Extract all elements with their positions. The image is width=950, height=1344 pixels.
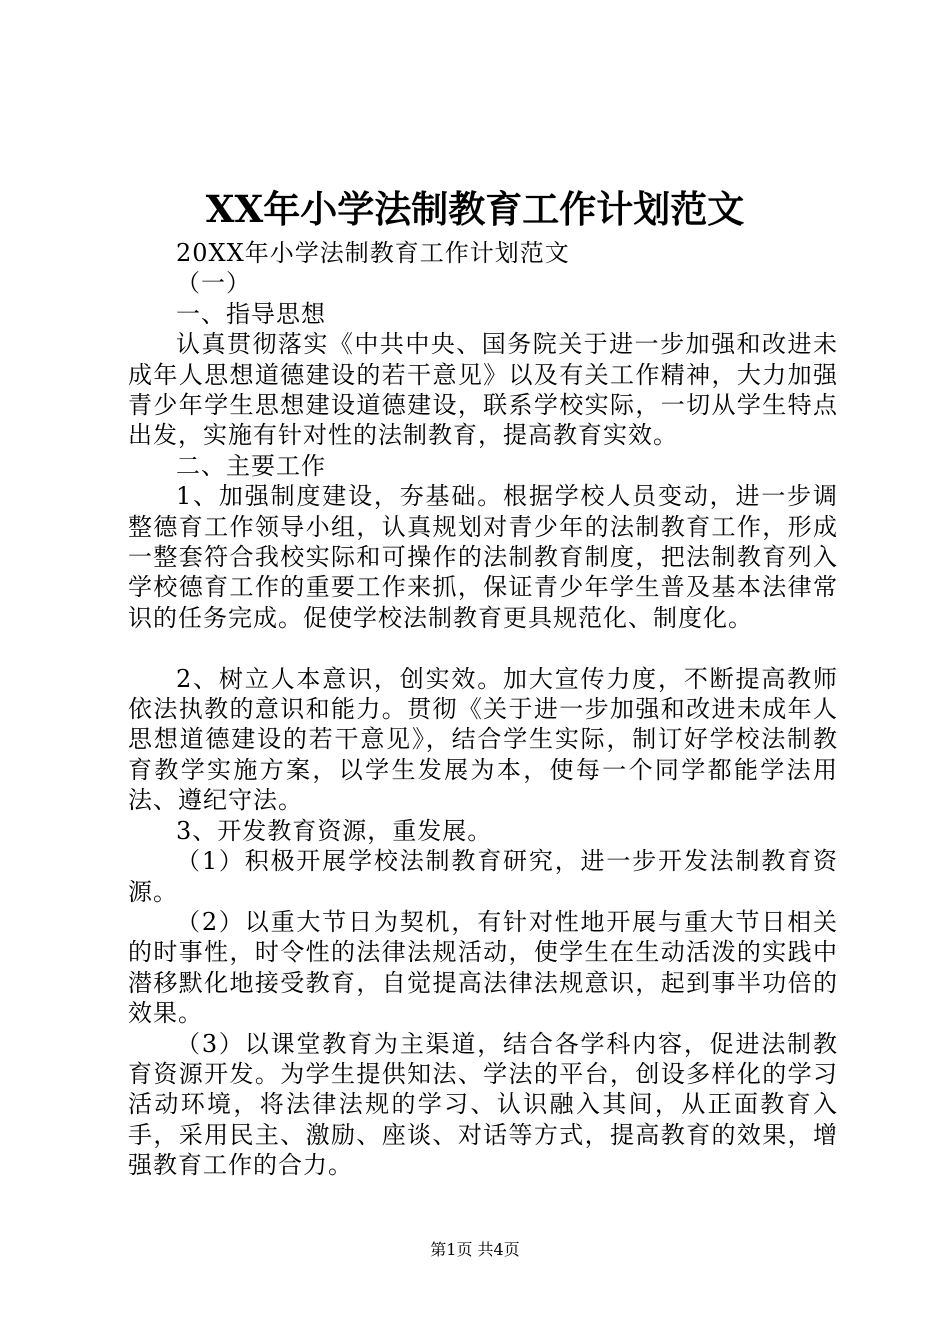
paragraph-item-2: 2、树立人本意识，创实效。加大宣传力度，不断提高教师依法执教的意识和能力。贯彻《关于进一步加强和改进未成年人思想道德建设的若干意见》，结合学生实际，制订好学校法制教育教学实施方案，以学生发展为本，使每一个同学都能学法用法、遵纪守法。 [128,664,838,815]
paragraph-subitem-1: （1）积极开展学校法制教育研究，进一步开发法制教育资源。 [128,847,838,906]
document-body [128,238,838,1181]
paragraph-item-3: 3、开发教育资源，重发展。 [176,816,493,845]
paragraph-subitem-3: （3）以课堂教育为主渠道，结合各学科内容，促进法制教育资源开发。为学生提供知法、学法的平台，创设多样化的学习活动环境，将法律法规的学习、认识融入其间，从正面教育入手，采用民主、激励、座谈、对话等方式，提高教育的效果，增强教育工作的合力。 [128,1029,838,1180]
document-title: XX年小学法制教育工作计划范文 [205,187,745,231]
paragraph-subitem-2: （2）以重大节日为契机，有针对性地开展与重大节日相关的时事性，时令性的法律法规活动，使学生在生动活泼的实践中潜移默化地接受教育，自觉提高法律法规意识，起到事半功倍的效果。 [128,907,838,1028]
section-marker: （一） [176,269,251,298]
paragraph-guiding-thought: 认真贯彻落实《中共中央、国务院关于进一步加强和改进未成年人思想道德建设的若干意见》以及有关工作精神，大力加强青少年学生思想建设道德建设，联系学校实际，一切从学生特点出发，实施有针对性的法制教育，提高教育实效。 [128,330,838,450]
page-footer: 第1页 共4页 [430,1240,520,1259]
paragraph-item-1: 1、加强制度建设，夯基础。根据学校人员变动，进一步调整德育工作领导小组，认真规划对青少年的法制教育工作，形成一整套符合我校实际和可操作的法制教育制度，把法制教育列入学校德育工作的重要工作来抓，保证青少年学生普及基本法律常识的任务完成。促使学校法制教育更具规范化、制度化。 [128,482,838,632]
subtitle-paragraph: 20XX年小学法制教育工作计划范文 [176,239,570,267]
heading-main-work: 二、主要工作 [176,451,326,480]
heading-guiding-thought: 一、指导思想 [176,299,326,328]
paragraph-spacer [128,633,838,663]
